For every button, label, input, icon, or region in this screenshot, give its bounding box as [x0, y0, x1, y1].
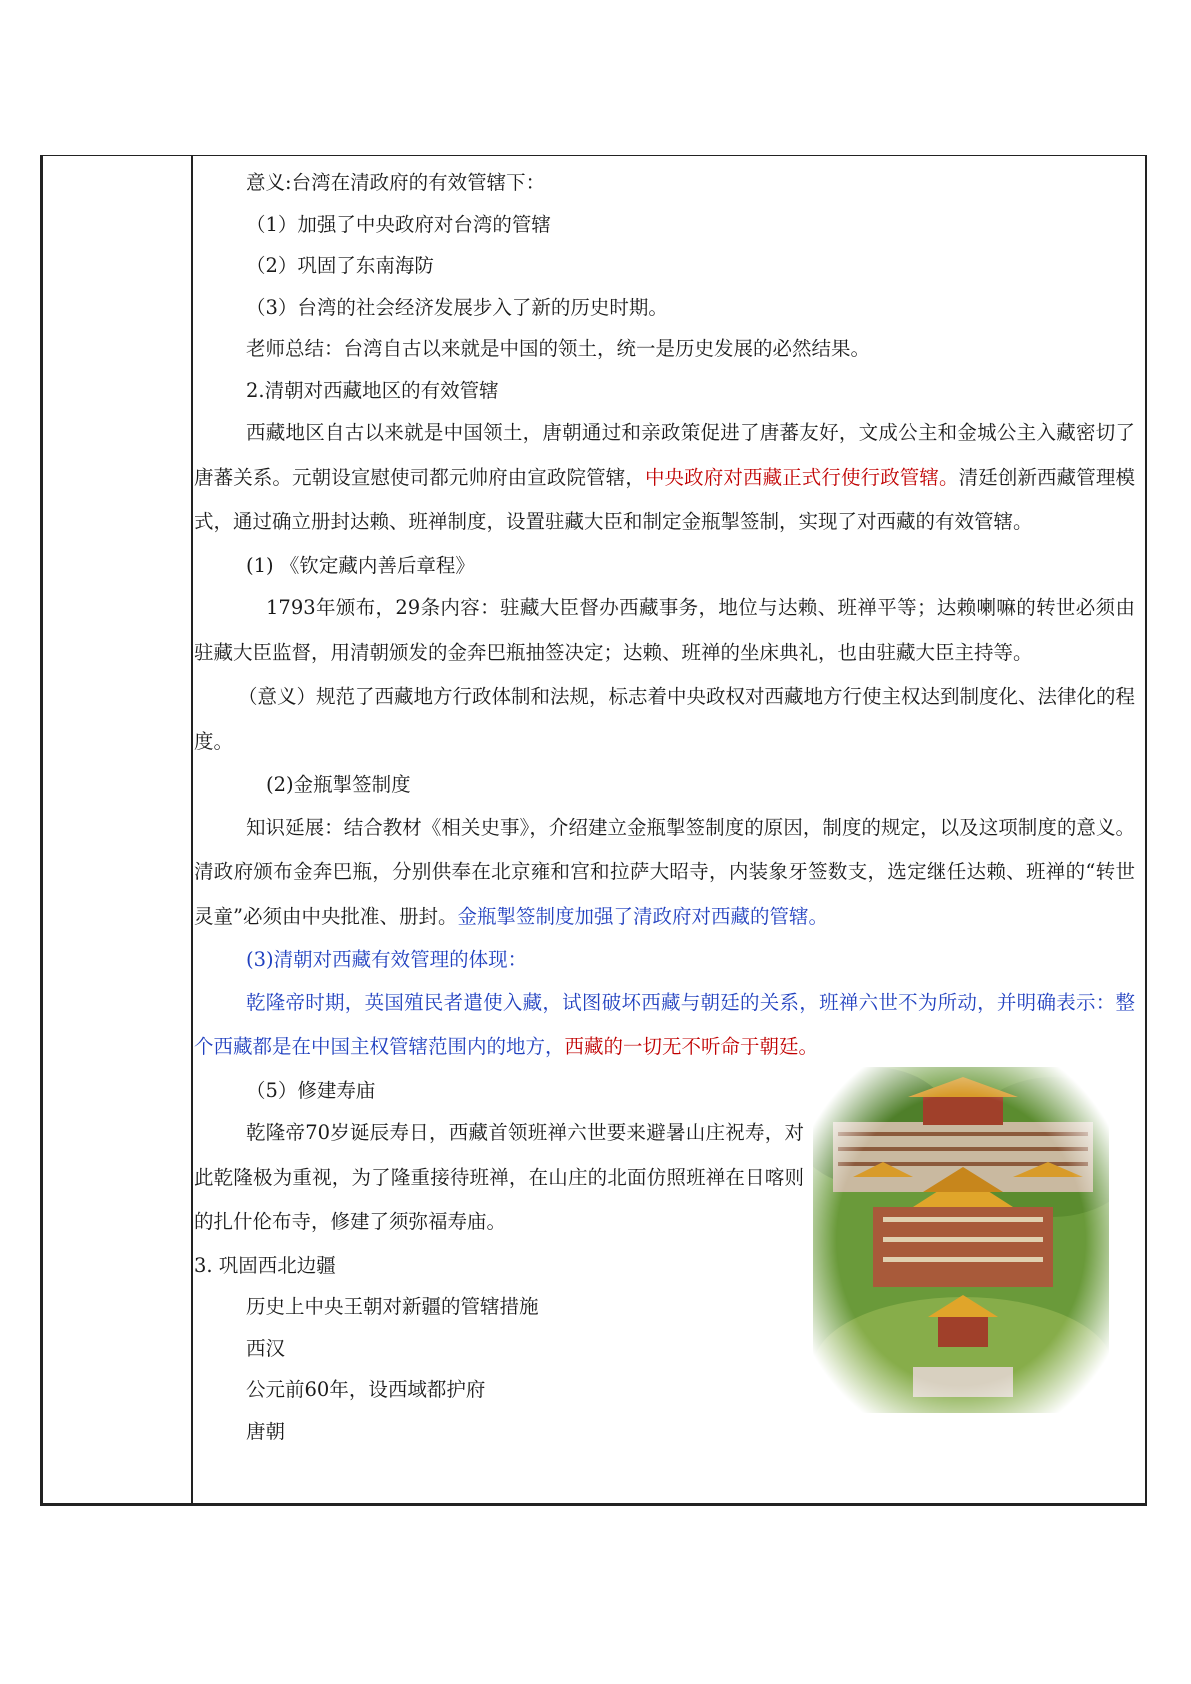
subheading: (3)清朝对西藏有效管理的体现：: [246, 948, 528, 971]
highlight-blue: 金瓶掣签制度加强了清政府对西藏的管辖。: [457, 904, 828, 928]
highlight-red: 西藏的一切无不听命于朝廷。: [564, 1035, 819, 1058]
text-line: 公元前60年，设西域都护府: [246, 1378, 486, 1401]
paragraph: 知识延展：结合教材《相关史事》，介绍建立金瓶掣签制度的原因，制度的规定，以及这项制度的意义。清政府颁布金奔巴瓶，分别供奉在北京雍和宫和拉萨大昭寺，内装象牙签数支，选定继任达赖、班禅的“转世灵童”必须由中央批准、册封。金瓶掣签制度加强了清政府对西藏的管辖。: [194, 815, 1135, 928]
text-line: （1）加强了中央政府对台湾的管辖: [246, 212, 551, 236]
text-line: 唐朝: [246, 1419, 286, 1443]
text-line: 老师总结：台湾自古以来就是中国的领土，统一是历史发展的必然结果。: [246, 337, 871, 360]
text-line: 意义:台湾在清政府的有效管辖下：: [246, 171, 546, 194]
paragraph: 西藏地区自古以来就是中国领土，唐朝通过和亲政策促进了唐蕃友好，文成公主和金城公主入藏密切了唐蕃关系。元朝设宣慰使司都元帅府由宣政院管辖，中央政府对西藏正式行使行政管辖。清廷创新西藏管理模式，通过确立册封达赖、班禅制度，设置驻藏大臣和制定金瓶掣签制，实现了对西藏的有效管辖。: [194, 421, 1135, 533]
paragraph: （意义）规范了西藏地方行政体制和法规，标志着中央政权对西藏地方行使主权达到制度化、法律化的程度。: [194, 685, 1136, 753]
paragraph: 乾隆帝时期，英国殖民者遣使入藏，试图破坏西藏与朝廷的关系，班禅六世不为所动，并明确表示：整个西藏都是在中国主权管辖范围内的地方，西藏的一切无不听命于朝廷。: [194, 990, 1135, 1058]
text-line: （3）台湾的社会经济发展步入了新的历史时期。: [246, 295, 668, 319]
temple-photo: [813, 1067, 1109, 1413]
paragraph: 1793年颁布，29条内容：驻藏大臣督办西藏事务，地位与达赖、班禅平等；达赖喇嘛的转世必须由驻藏大臣监督，用清朝颁发的金奔巴瓶抽签决定；达赖、班禅的坐床典礼，也由驻藏大臣主持等。: [194, 596, 1135, 664]
text-line: 西汉: [246, 1336, 286, 1360]
paragraph: 乾隆帝70岁诞辰寿日，西藏首领班禅六世要来避暑山庄祝寿，对此乾隆极为重视，为了隆重接待班禅，在山庄的北面仿照班禅在日喀则的扎什伦布寺，修建了须弥福寿庙。: [194, 1121, 804, 1233]
text-line: 历史上中央王朝对新疆的管辖措施: [246, 1295, 539, 1318]
section-heading: 2.清朝对西藏地区的有效管辖: [246, 378, 499, 402]
highlight-red: 中央政府对西藏正式行使行政管辖。: [644, 465, 959, 489]
subheading: (1) 《钦定藏内善后章程》: [246, 553, 475, 577]
section-heading: 3. 巩固西北边疆: [194, 1253, 336, 1277]
text-line: （2）巩固了东南海防: [246, 254, 434, 277]
left-cell: [43, 156, 193, 1503]
subheading: （5）修建寿庙: [246, 1078, 376, 1102]
subheading: (2)金瓶掣签制度: [266, 773, 411, 796]
